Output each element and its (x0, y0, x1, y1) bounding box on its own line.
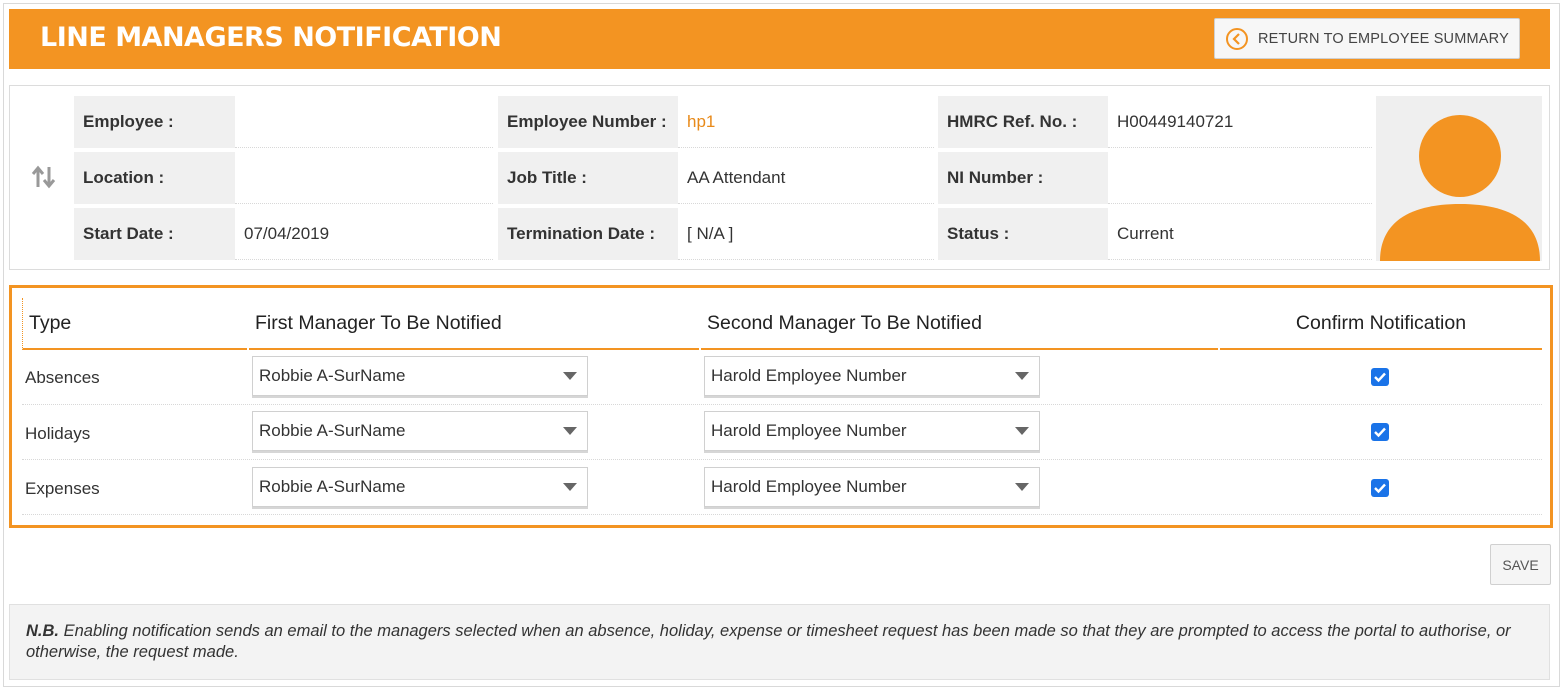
second-manager-select[interactable] (704, 467, 1040, 507)
caret-down-icon (563, 427, 577, 435)
select-value: Robbie A-SurName (259, 421, 406, 440)
page-header (9, 9, 1550, 69)
first-manager-select[interactable] (252, 467, 588, 507)
caret-down-icon (1015, 427, 1029, 435)
row-divider (22, 459, 1542, 460)
termination-date-label: Termination Date : (498, 208, 678, 260)
status-value: Current (1108, 208, 1372, 260)
first-manager-column-header: First Manager To Be Notified (249, 298, 699, 350)
first-manager-select[interactable] (252, 411, 588, 451)
select-value: Harold Employee Number (711, 366, 907, 385)
checkmark-icon (1373, 426, 1387, 438)
confirm-notification-checkbox[interactable] (1371, 368, 1389, 386)
first-manager-select[interactable] (252, 356, 588, 396)
checkmark-icon (1373, 371, 1387, 383)
employee-label: Employee : (74, 96, 235, 148)
user-silhouette-icon (1376, 96, 1542, 261)
job-title-label: Job Title : (498, 152, 678, 204)
start-date-label: Start Date : (74, 208, 235, 260)
select-value: Harold Employee Number (711, 421, 907, 440)
select-value: Harold Employee Number (711, 477, 907, 496)
type-column-header: Type (22, 298, 247, 350)
return-button-label: RETURN TO EMPLOYEE SUMMARY (1258, 30, 1509, 47)
start-date-value: 07/04/2019 (235, 208, 493, 260)
status-label: Status : (938, 208, 1108, 260)
hmrc-ref-label: HMRC Ref. No. : (938, 96, 1108, 148)
note-text: Enabling notification sends an email to the managers selected when an absence, holiday, expense or timesheet request has been made so that they are prompted to access the portal to authorise, or otherwise, the request made. (26, 622, 1511, 661)
select-value: Robbie A-SurName (259, 477, 406, 496)
caret-down-icon (563, 372, 577, 380)
confirm-notification-column-header: Confirm Notification (1220, 298, 1542, 350)
second-manager-select[interactable] (704, 356, 1040, 396)
confirm-notification-checkbox[interactable] (1371, 423, 1389, 441)
employee-number-value: hp1 (678, 96, 934, 148)
notification-note (9, 604, 1550, 680)
avatar (1376, 96, 1542, 261)
employee-number-label: Employee Number : (498, 96, 678, 148)
employee-value (235, 96, 493, 148)
confirm-notification-checkbox[interactable] (1371, 479, 1389, 497)
second-manager-select[interactable] (704, 411, 1040, 451)
return-to-employee-summary-button[interactable] (1214, 18, 1520, 59)
caret-down-icon (1015, 372, 1029, 380)
ni-number-value (1108, 152, 1372, 204)
location-label: Location : (74, 152, 235, 204)
ni-number-label: NI Number : (938, 152, 1108, 204)
note-prefix: N.B. (26, 622, 59, 640)
select-value: Robbie A-SurName (259, 366, 406, 385)
checkmark-icon (1373, 482, 1387, 494)
type-cell: Holidays (25, 424, 91, 443)
hmrc-ref-value: H00449140721 (1108, 96, 1372, 148)
location-value (235, 152, 493, 204)
notifications-table (9, 285, 1553, 528)
type-cell: Absences (25, 368, 100, 387)
page-title: LINE MANAGERS NOTIFICATION (40, 22, 502, 53)
save-button[interactable]: SAVE (1490, 544, 1551, 585)
caret-down-icon (563, 483, 577, 491)
termination-date-value: [ N/A ] (678, 208, 934, 260)
sort-arrows-icon[interactable] (31, 165, 57, 189)
second-manager-column-header: Second Manager To Be Notified (701, 298, 1218, 350)
job-title-value: AA Attendant (678, 152, 934, 204)
employee-summary-panel (9, 85, 1550, 270)
caret-down-icon (1015, 483, 1029, 491)
row-divider (22, 404, 1542, 405)
chevron-left-circle-icon (1226, 28, 1248, 50)
row-divider (22, 514, 1542, 515)
type-cell: Expenses (25, 479, 100, 498)
